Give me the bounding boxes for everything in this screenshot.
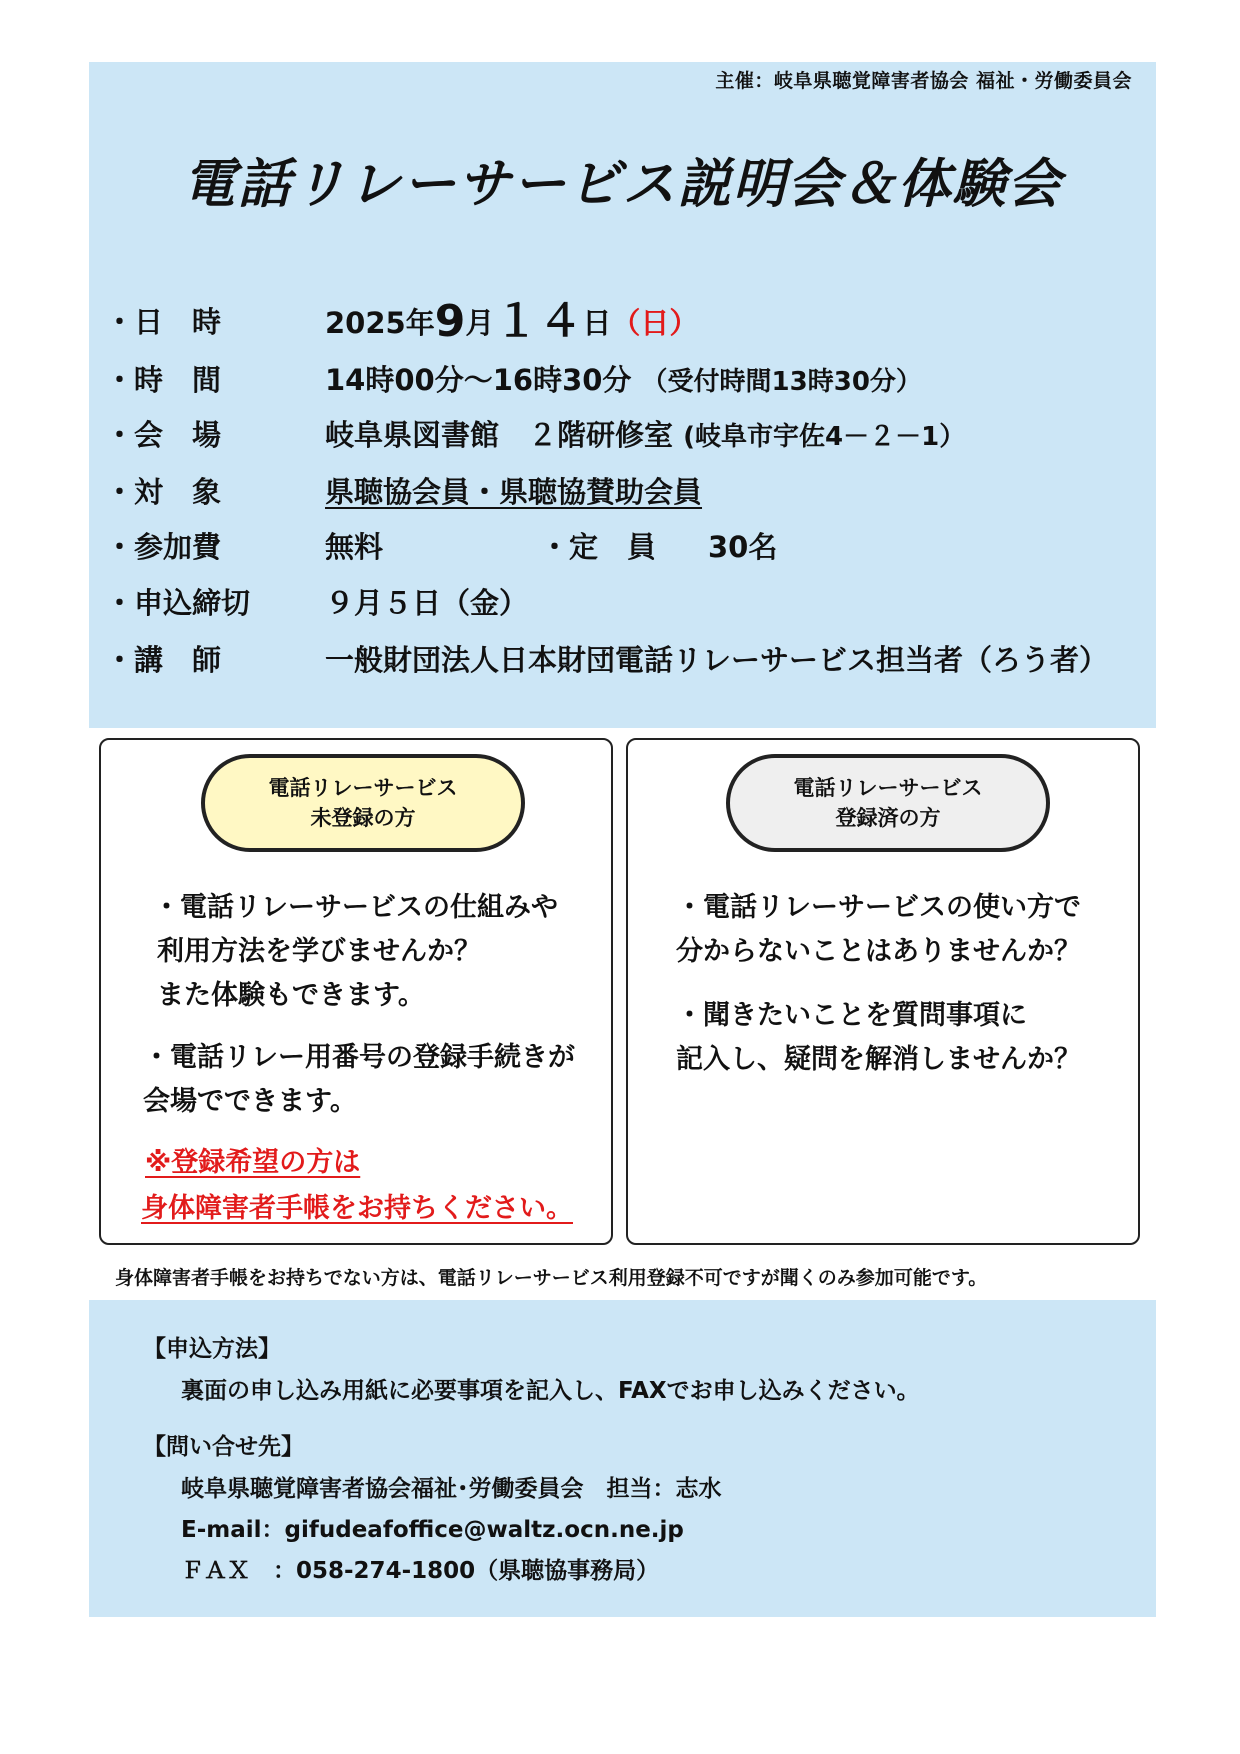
capacity-value: 30名 bbox=[708, 530, 778, 564]
organizer-text: 主催：岐阜県聴覚障害者協会 福祉・労働委員会 bbox=[715, 70, 1132, 92]
unregistered-paragraph-1 bbox=[153, 886, 558, 1018]
text-line: 分からないことはありませんか？ bbox=[676, 936, 1081, 967]
venue-value-wrap bbox=[325, 413, 965, 454]
footnote: 身体障害者手帳をお持ちでない方は、電話リレーサービス利用登録不可ですが聞くのみ参加可能です。 bbox=[115, 1267, 988, 1289]
registered-pill bbox=[726, 754, 1050, 852]
text-line: ・電話リレーサービスの仕組みや bbox=[153, 892, 558, 923]
text-line: ・電話リレーサービスの使い方で bbox=[676, 892, 1081, 923]
text-line: 会場でできます。 bbox=[143, 1086, 357, 1117]
venue-note: (岐阜市宇佐4－２－1） bbox=[683, 422, 966, 452]
registered-box bbox=[626, 738, 1140, 1245]
contact-heading: 【問い合せ先】 bbox=[143, 1434, 304, 1460]
text-line: ・聞きたいことを質問事項に bbox=[676, 1000, 1027, 1031]
unregistered-pill bbox=[201, 754, 525, 852]
date-month-unit: 月 bbox=[465, 306, 495, 340]
text-line: ※登録希望の方は bbox=[145, 1147, 361, 1178]
pill-line-2: 登録済の方 bbox=[835, 806, 941, 830]
time-value: 14時00分～16時30分 bbox=[325, 363, 632, 397]
registered-paragraph-1 bbox=[676, 886, 1081, 974]
text-line: 利用方法を学びませんか？ bbox=[157, 936, 481, 967]
venue-value: 岐阜県図書館 ２階研修室 bbox=[325, 418, 674, 452]
application-panel bbox=[89, 1300, 1156, 1617]
pill-line-1: 電話リレーサービス bbox=[793, 775, 983, 800]
date-day: １４ bbox=[494, 296, 583, 347]
event-info-panel: 主催：岐阜県聴覚障害者協会 福祉・労働委員会 電話リレーサービス説明会＆体験会 ・日 時 2025年9月１４日（日） ・時 間 14時00分～16時30分 （受付時間13時30分） ・会 場 岐阜県図書館 ２階研修室 (岐阜市宇佐4－２－1） ・対 象 県聴協会員・県聴協賛助会員 ・参加費 無料 ・定 員 30名 ・申込締切 ９月５日（金） ・講 師 一般財団法人日本財団電話リレーサービス担当者（ろう者） bbox=[89, 62, 1156, 728]
date-year: 2025年 bbox=[325, 306, 435, 340]
pill-line-2: 未登録の方 bbox=[310, 806, 416, 830]
date-month: 9 bbox=[434, 296, 466, 347]
deadline-value: ９月５日（金） bbox=[325, 586, 529, 620]
contact-fax: ＦＡＸ ：058-274-1800（県聴協事務局） bbox=[181, 1558, 660, 1584]
page-title: 電話リレーサービス説明会＆体験会 bbox=[182, 154, 1063, 215]
time-value-wrap bbox=[325, 358, 922, 399]
text-line: ・電話リレー用番号の登録手続きが bbox=[143, 1042, 575, 1073]
contact-org: 岐阜県聴覚障害者協会福祉･労働委員会 担当：志水 bbox=[181, 1476, 722, 1502]
time-note: （受付時間13時30分） bbox=[641, 367, 922, 397]
contact-email: E-mail：gifudeafoffice@waltz.ocn.ne.jp bbox=[181, 1517, 684, 1543]
pill-line-1: 電話リレーサービス bbox=[268, 775, 458, 800]
method-text: 裏面の申し込み用紙に必要事項を記入し、FAXでお申し込みください。 bbox=[181, 1378, 920, 1404]
target-value: 県聴協会員・県聴協賛助会員 bbox=[325, 475, 703, 509]
text-line: 記入し、疑問を解消しませんか？ bbox=[676, 1044, 1081, 1075]
capacity-label: ・定 員 bbox=[540, 530, 657, 564]
text-line: 身体障害者手帳をお持ちください。 bbox=[141, 1193, 573, 1224]
date-day-unit: 日 bbox=[582, 306, 612, 340]
unregistered-paragraph-2 bbox=[143, 1036, 575, 1124]
date-weekday: （日） bbox=[611, 306, 699, 340]
lecturer-value: 一般財団法人日本財団電話リレーサービス担当者（ろう者） bbox=[325, 643, 1109, 677]
registration-note bbox=[141, 1140, 573, 1232]
date-value bbox=[325, 296, 699, 347]
text-line: また体験もできます。 bbox=[157, 980, 425, 1011]
method-heading: 【申込方法】 bbox=[143, 1336, 281, 1362]
unregistered-box bbox=[99, 738, 613, 1245]
registered-paragraph-2 bbox=[676, 994, 1081, 1082]
fee-value: 無料 bbox=[325, 530, 384, 564]
